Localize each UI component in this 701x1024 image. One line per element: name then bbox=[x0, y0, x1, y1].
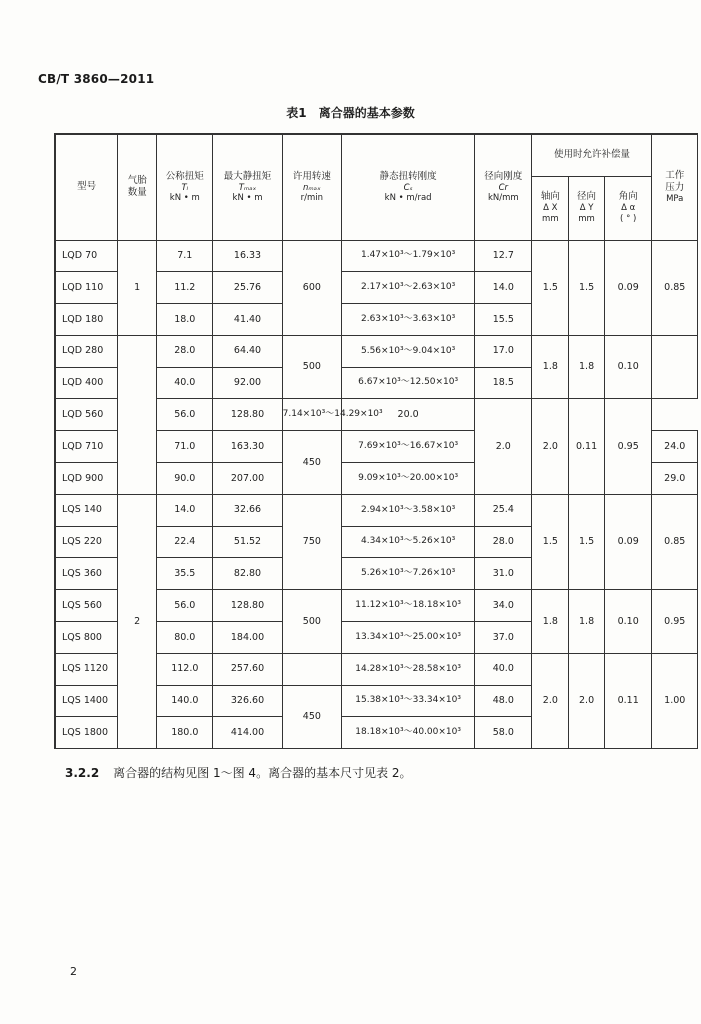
cell-working-pressure: 0.85 bbox=[652, 240, 698, 335]
col-header-model: 型号 bbox=[55, 134, 118, 240]
cell-model: LQS 560 bbox=[55, 590, 118, 622]
col-header-axial: 轴向 Δ X mm bbox=[532, 176, 569, 240]
cell-angular: 0.10 bbox=[604, 590, 652, 654]
cell-max-torque: 163.30 bbox=[213, 431, 282, 463]
cell-radial-stiffness: 14.0 bbox=[475, 272, 532, 304]
table-row bbox=[55, 240, 698, 272]
table-row bbox=[55, 335, 698, 367]
cell-max-torque: 207.00 bbox=[213, 463, 282, 495]
cell-tire-count-empty bbox=[118, 335, 157, 494]
cell-radial-stiffness: 20.0 bbox=[342, 399, 475, 431]
cell-max-torque: 128.80 bbox=[213, 399, 282, 431]
cell-angular: 0.10 bbox=[604, 335, 652, 399]
cell-max-torque: 128.80 bbox=[213, 590, 282, 622]
cell-static-stiffness: 15.38×10³～33.34×10³ bbox=[342, 685, 475, 717]
cell-model: LQS 1400 bbox=[55, 685, 118, 717]
cell-allowed-speed: 500 bbox=[282, 590, 341, 654]
cell-radial-stiffness: 12.7 bbox=[475, 240, 532, 272]
cell-nominal-torque: 90.0 bbox=[157, 463, 213, 495]
cell-radial: 1.8 bbox=[569, 335, 605, 399]
cell-model: LQD 400 bbox=[55, 367, 118, 399]
cell-radial: 2.0 bbox=[532, 399, 569, 494]
col-header-compensation: 使用时允许补偿量 bbox=[532, 134, 652, 176]
cell-max-torque: 414.00 bbox=[213, 717, 282, 749]
cell-static-stiffness: 18.18×10³～40.00×10³ bbox=[342, 717, 475, 749]
cell-angular: 0.11 bbox=[604, 653, 652, 748]
cell-radial-stiffness: 29.0 bbox=[652, 463, 698, 495]
cell-model: LQD 560 bbox=[55, 399, 118, 431]
cell-angular: 0.11 bbox=[569, 399, 605, 494]
cell-radial-stiffness: 28.0 bbox=[475, 526, 532, 558]
cell-axial: 1.8 bbox=[532, 335, 569, 399]
section-number: 3.2.2 bbox=[65, 766, 100, 780]
cell-axial: 1.5 bbox=[532, 494, 569, 589]
cell-radial-stiffness: 31.0 bbox=[475, 558, 532, 590]
cell-nominal-torque: 140.0 bbox=[157, 685, 213, 717]
cell-radial: 2.0 bbox=[569, 653, 605, 748]
cell-radial: 1.5 bbox=[569, 240, 605, 335]
cell-radial-stiffness: 40.0 bbox=[475, 653, 532, 685]
cell-axial: 2.0 bbox=[475, 399, 532, 494]
cell-max-torque: 64.40 bbox=[213, 335, 282, 367]
cell-max-torque: 41.40 bbox=[213, 304, 282, 336]
cell-model: LQS 220 bbox=[55, 526, 118, 558]
cell-radial-stiffness: 34.0 bbox=[475, 590, 532, 622]
cell-radial-stiffness: 15.5 bbox=[475, 304, 532, 336]
cell-working-pressure: 1.00 bbox=[652, 653, 698, 748]
cell-static-stiffness: 1.47×10³～1.79×10³ bbox=[342, 240, 475, 272]
cell-static-stiffness: 9.09×10³～20.00×10³ bbox=[342, 463, 475, 495]
cell-max-torque: 92.00 bbox=[213, 367, 282, 399]
cell-model: LQD 70 bbox=[55, 240, 118, 272]
cell-radial-stiffness: 17.0 bbox=[475, 335, 532, 367]
cell-axial: 1.8 bbox=[532, 590, 569, 654]
cell-tire-count: 2 bbox=[118, 494, 157, 748]
cell-nominal-torque: 112.0 bbox=[157, 653, 213, 685]
cell-allowed-speed: 450 bbox=[282, 685, 341, 749]
section-body: 离合器的结构见图 1～图 4。离合器的基本尺寸见表 2。 bbox=[113, 766, 412, 780]
cell-axial: 1.5 bbox=[532, 240, 569, 335]
cell-model: LQS 1120 bbox=[55, 653, 118, 685]
cell-working-pressure: 0.95 bbox=[652, 590, 698, 654]
standard-code: CB/T 3860—2011 bbox=[38, 72, 155, 86]
cell-static-stiffness: 14.28×10³～28.58×10³ bbox=[342, 653, 475, 685]
cell-nominal-torque: 56.0 bbox=[157, 590, 213, 622]
table-row bbox=[55, 494, 698, 526]
col-header-nominal-torque: 公称扭矩 Tₗ kN • m bbox=[157, 134, 213, 240]
page-number: 2 bbox=[70, 965, 77, 978]
col-header-radial-stiffness: 径向刚度 Cr kN/mm bbox=[475, 134, 532, 240]
cell-static-stiffness: 5.26×10³～7.26×10³ bbox=[342, 558, 475, 590]
cell-nominal-torque: 80.0 bbox=[157, 622, 213, 654]
cell-nominal-torque: 71.0 bbox=[157, 431, 213, 463]
col-header-working-pressure: 工作 压力 MPa bbox=[652, 134, 698, 240]
cell-angular: 0.09 bbox=[604, 494, 652, 589]
cell-static-stiffness: 13.34×10³～25.00×10³ bbox=[342, 622, 475, 654]
cell-radial-stiffness: 48.0 bbox=[475, 685, 532, 717]
cell-nominal-torque: 18.0 bbox=[157, 304, 213, 336]
col-header-radial: 径向 Δ Y mm bbox=[569, 176, 605, 240]
cell-nominal-torque: 28.0 bbox=[157, 335, 213, 367]
cell-model: LQD 280 bbox=[55, 335, 118, 367]
cell-static-stiffness: 2.94×10³～3.58×10³ bbox=[342, 494, 475, 526]
cell-nominal-torque: 7.1 bbox=[157, 240, 213, 272]
cell-angular: 0.09 bbox=[604, 240, 652, 335]
cell-radial: 1.5 bbox=[569, 494, 605, 589]
cell-max-torque: 82.80 bbox=[213, 558, 282, 590]
cell-radial-stiffness: 58.0 bbox=[475, 717, 532, 749]
cell-max-torque: 16.33 bbox=[213, 240, 282, 272]
parameters-table bbox=[54, 133, 698, 749]
cell-nominal-torque: 14.0 bbox=[157, 494, 213, 526]
col-header-tire-count: 气胎 数量 bbox=[118, 134, 157, 240]
cell-model: LQD 110 bbox=[55, 272, 118, 304]
cell-nominal-torque: 40.0 bbox=[157, 367, 213, 399]
cell-max-torque: 25.76 bbox=[213, 272, 282, 304]
cell-static-stiffness: 2.63×10³～3.63×10³ bbox=[342, 304, 475, 336]
cell-model: LQS 800 bbox=[55, 622, 118, 654]
cell-max-torque: 32.66 bbox=[213, 494, 282, 526]
col-header-allowed-speed: 许用转速 nₘₐₓ r/min bbox=[282, 134, 341, 240]
cell-model: LQD 180 bbox=[55, 304, 118, 336]
col-header-static-stiffness: 静态扭转刚度 Cₛ kN • m/rad bbox=[342, 134, 475, 240]
cell-static-stiffness: 4.34×10³～5.26×10³ bbox=[342, 526, 475, 558]
cell-model: LQS 1800 bbox=[55, 717, 118, 749]
cell-nominal-torque: 35.5 bbox=[157, 558, 213, 590]
cell-working-pressure-empty bbox=[652, 335, 698, 399]
cell-working-pressure: 0.95 bbox=[604, 399, 652, 494]
cell-axial: 2.0 bbox=[532, 653, 569, 748]
cell-model: LQD 900 bbox=[55, 463, 118, 495]
col-header-max-static-torque: 最大静扭矩 Tₘₐₓ kN • m bbox=[213, 134, 282, 240]
cell-nominal-torque: 56.0 bbox=[157, 399, 213, 431]
cell-radial-stiffness: 37.0 bbox=[475, 622, 532, 654]
cell-radial-stiffness: 24.0 bbox=[652, 431, 698, 463]
cell-max-torque: 326.60 bbox=[213, 685, 282, 717]
section-paragraph bbox=[65, 764, 412, 781]
cell-model: LQD 710 bbox=[55, 431, 118, 463]
cell-tire-count: 1 bbox=[118, 240, 157, 335]
table-title bbox=[0, 104, 701, 121]
cell-allowed-speed: 750 bbox=[282, 494, 341, 589]
cell-allowed-speed-empty bbox=[282, 653, 341, 685]
col-header-angular: 角向 Δ α ( ° ) bbox=[604, 176, 652, 240]
cell-nominal-torque: 11.2 bbox=[157, 272, 213, 304]
cell-working-pressure: 0.85 bbox=[652, 494, 698, 589]
cell-radial: 1.8 bbox=[569, 590, 605, 654]
cell-max-torque: 51.52 bbox=[213, 526, 282, 558]
table-caption: 离合器的基本参数 bbox=[318, 106, 415, 120]
cell-static-stiffness: 11.12×10³～18.18×10³ bbox=[342, 590, 475, 622]
table-number: 表1 bbox=[286, 106, 307, 120]
cell-nominal-torque: 180.0 bbox=[157, 717, 213, 749]
cell-static-stiffness: 7.14×10³～14.29×10³ bbox=[282, 399, 341, 431]
cell-allowed-speed: 500 bbox=[282, 335, 341, 399]
cell-model: LQS 140 bbox=[55, 494, 118, 526]
cell-max-torque: 184.00 bbox=[213, 622, 282, 654]
cell-allowed-speed: 600 bbox=[282, 240, 341, 335]
cell-radial-stiffness: 25.4 bbox=[475, 494, 532, 526]
cell-allowed-speed: 450 bbox=[282, 431, 341, 495]
cell-max-torque: 257.60 bbox=[213, 653, 282, 685]
cell-radial-stiffness: 18.5 bbox=[475, 367, 532, 399]
cell-nominal-torque: 22.4 bbox=[157, 526, 213, 558]
cell-static-stiffness: 5.56×10³～9.04×10³ bbox=[342, 335, 475, 367]
cell-model: LQS 360 bbox=[55, 558, 118, 590]
cell-static-stiffness: 2.17×10³～2.63×10³ bbox=[342, 272, 475, 304]
cell-static-stiffness: 6.67×10³～12.50×10³ bbox=[342, 367, 475, 399]
cell-static-stiffness: 7.69×10³～16.67×10³ bbox=[342, 431, 475, 463]
